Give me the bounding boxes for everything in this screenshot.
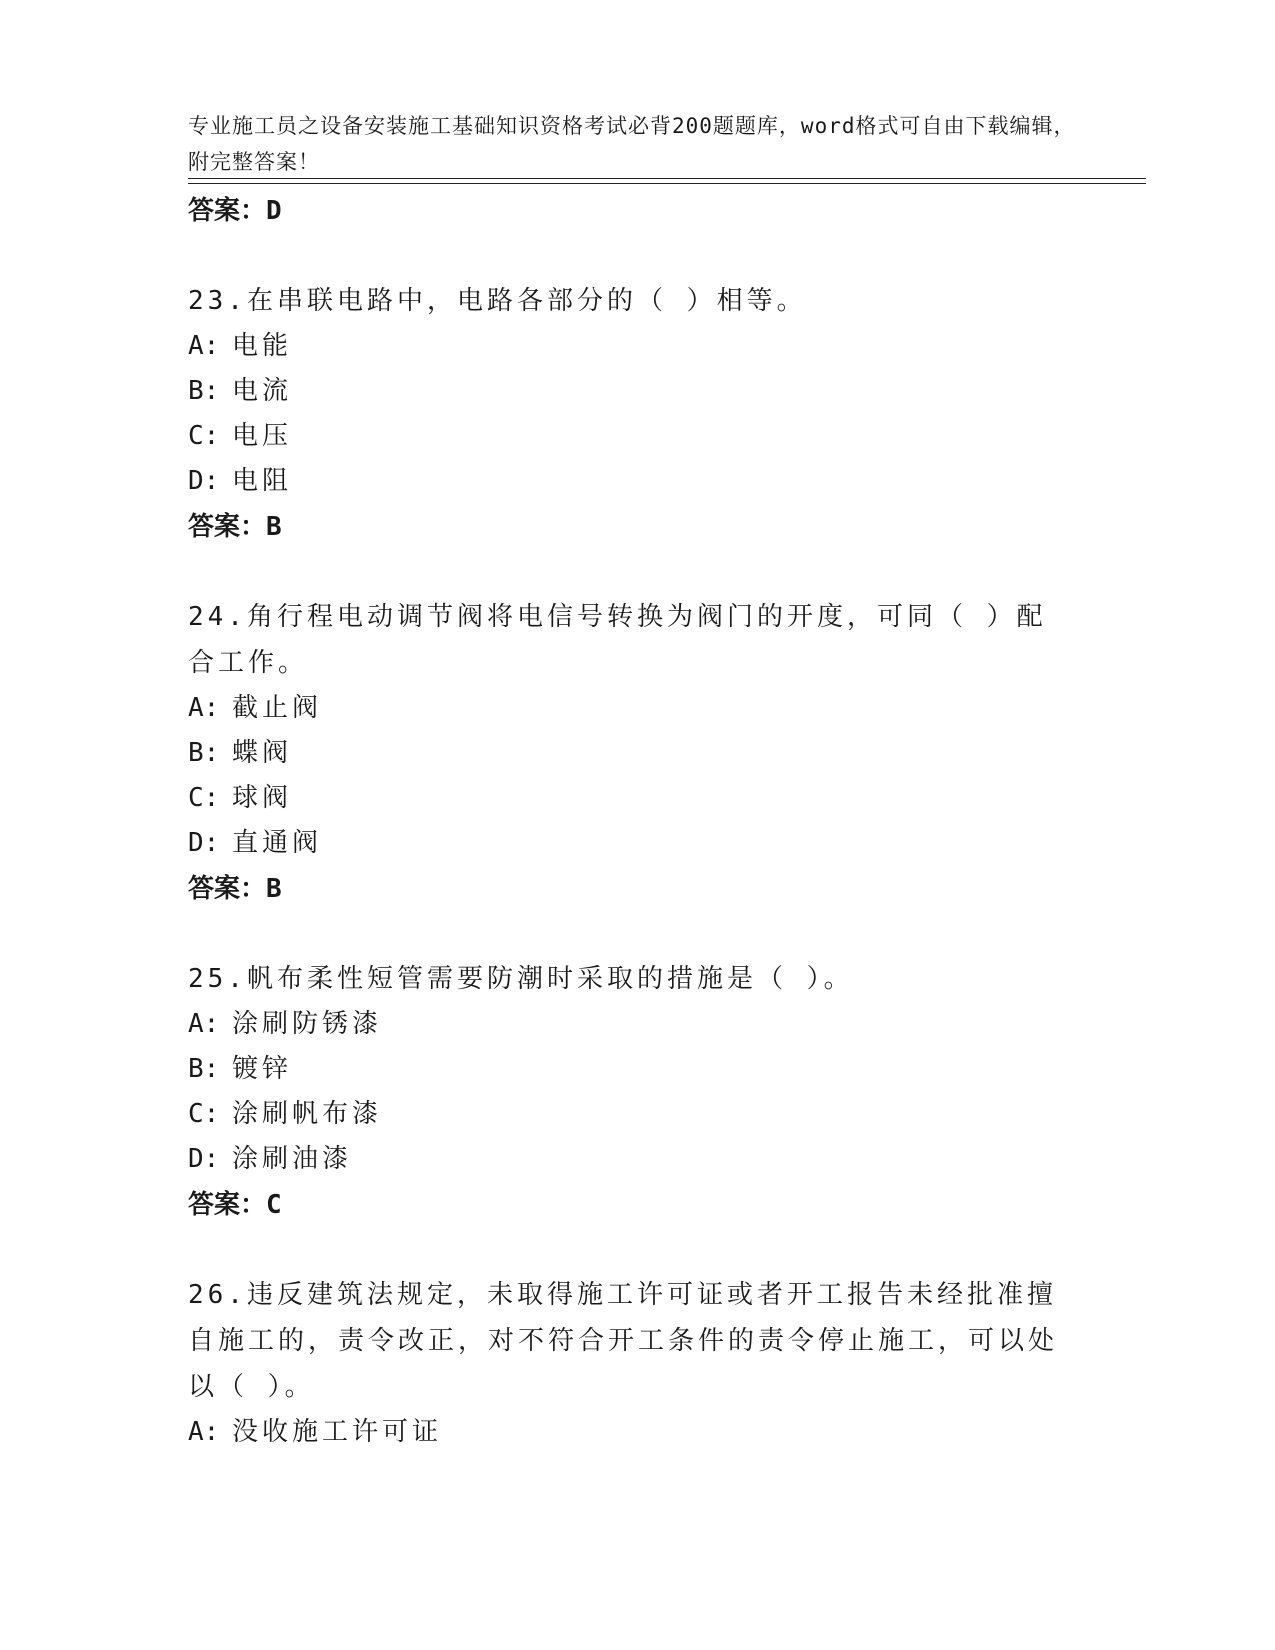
option-item bbox=[188, 1410, 1068, 1455]
option-item bbox=[188, 731, 1068, 776]
spacer bbox=[188, 1228, 1068, 1272]
option-letter: C: bbox=[188, 1099, 220, 1129]
answer-label: 答案： bbox=[188, 874, 267, 904]
answer-label: 答案： bbox=[188, 512, 267, 542]
option-letter: A: bbox=[188, 1417, 220, 1447]
header-rule-top bbox=[188, 178, 1146, 179]
question-text: 25.帆布柔性短管需要防潮时采取的措施是（ ）。 bbox=[188, 964, 854, 994]
option-text: 没收施工许可证 bbox=[232, 1417, 443, 1447]
header-title: 专业施工员之设备安装施工基础知识资格考试必背200题题库，word格式可自由下载编辑，附完整答案！ bbox=[188, 114, 1076, 174]
option-item bbox=[188, 776, 1068, 821]
header-rule-bottom bbox=[188, 183, 1146, 184]
option-item bbox=[188, 414, 1068, 459]
option-letter: A: bbox=[188, 1009, 220, 1039]
question-list bbox=[188, 188, 1068, 1455]
option-text: 截止阀 bbox=[232, 693, 323, 723]
spacer bbox=[188, 550, 1068, 594]
option-text: 镀锌 bbox=[232, 1054, 293, 1084]
answer-label: 答案： bbox=[188, 196, 267, 226]
option-item bbox=[188, 1002, 1068, 1047]
option-text: 涂刷帆布漆 bbox=[232, 1099, 383, 1129]
option-text: 电阻 bbox=[232, 466, 293, 496]
question-text: 26.违反建筑法规定，未取得施工许可证或者开工报告未经批准擅自施工的，责令改正，对不符合开工条件的责令停止施工，可以处以（ ）。 bbox=[188, 1280, 1059, 1402]
question-block bbox=[188, 956, 1068, 1228]
question-text: 23.在串联电路中，电路各部分的（ ）相等。 bbox=[188, 286, 807, 316]
answer-value: B bbox=[266, 874, 282, 904]
option-item bbox=[188, 1092, 1068, 1137]
option-letter: D: bbox=[188, 1144, 220, 1174]
option-letter: B: bbox=[188, 1054, 220, 1084]
option-letter: B: bbox=[188, 376, 220, 406]
question-text: 24.角行程电动调节阀将电信号转换为阀门的开度，可同（ ）配合工作。 bbox=[188, 602, 1047, 678]
option-letter: B: bbox=[188, 738, 220, 768]
spacer bbox=[188, 234, 1068, 278]
option-letter: A: bbox=[188, 693, 220, 723]
option-letter: C: bbox=[188, 421, 220, 451]
option-text: 涂刷油漆 bbox=[232, 1144, 353, 1174]
option-item bbox=[188, 369, 1068, 414]
option-item bbox=[188, 324, 1068, 369]
option-text: 蝶阀 bbox=[232, 738, 293, 768]
question-block bbox=[188, 594, 1068, 912]
document-header bbox=[188, 72, 1088, 180]
option-text: 电压 bbox=[232, 421, 293, 451]
spacer bbox=[188, 912, 1068, 956]
option-letter: C: bbox=[188, 783, 220, 813]
answer-line bbox=[188, 866, 1068, 912]
answer-line bbox=[188, 188, 1068, 234]
option-item bbox=[188, 821, 1068, 866]
answer-label: 答案： bbox=[188, 1190, 267, 1220]
answer-line bbox=[188, 504, 1068, 550]
option-item bbox=[188, 459, 1068, 504]
option-item bbox=[188, 1137, 1068, 1182]
answer-line bbox=[188, 1182, 1068, 1228]
answer-value: D bbox=[266, 196, 282, 226]
option-text: 电流 bbox=[232, 376, 293, 406]
option-text: 球阀 bbox=[232, 783, 293, 813]
option-item bbox=[188, 1047, 1068, 1092]
option-item bbox=[188, 686, 1068, 731]
option-text: 电能 bbox=[232, 331, 293, 361]
question-block bbox=[188, 278, 1068, 550]
answer-value: C bbox=[266, 1190, 282, 1220]
option-letter: A: bbox=[188, 331, 220, 361]
answer-value: B bbox=[266, 512, 282, 542]
option-text: 直通阀 bbox=[232, 828, 323, 858]
question-block bbox=[188, 1272, 1068, 1455]
option-letter: D: bbox=[188, 828, 220, 858]
option-letter: D: bbox=[188, 466, 220, 496]
option-text: 涂刷防锈漆 bbox=[232, 1009, 383, 1039]
